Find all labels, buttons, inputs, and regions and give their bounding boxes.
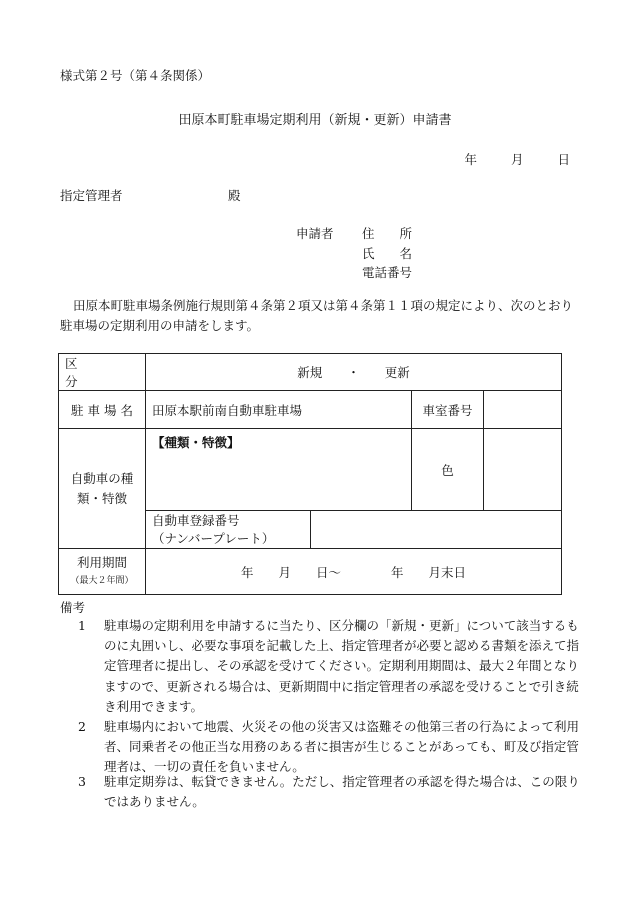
note-item [60,616,580,717]
period-sublabel: （最大２年間） [70,575,134,586]
note-item [60,772,580,812]
reg-label [146,511,311,549]
date-month: 月 [511,152,524,167]
intro-paragraph: 田原本町駐車場条例施行規則第４条第２項又は第４条第１１項の規定により、次のとおり駐車場の定期利用の申請をします。 [60,298,574,333]
honorific: 殿 [228,188,241,203]
applicant-name-label: 氏 名 [362,246,413,261]
page-title: 田原本町駐車場定期利用（新規・更新）申請書 [178,113,452,128]
note-text: 駐車定期券は、転貸できません。ただし、指定管理者の承認を得た場合は、この限りではありません。 [104,774,580,810]
note-item [60,717,580,778]
lot-value: 田原本駅前南自動車駐車場 [146,391,412,429]
reg-label-line1: 自動車登録番号 [152,512,240,528]
note-number: 3 [78,774,86,789]
note-number: 2 [78,719,86,734]
note-text: 駐車場内において地震、火災その他の災害又は盗難その他第三者の行為によって利用者、同乗者その他正当な用務のある者に損害が生じることがあっても、町及び指定管理者は、一切の責任を負いません。 [104,719,580,775]
note-number: 1 [78,618,86,633]
color-field[interactable] [484,429,562,511]
date-day: 日 [557,152,570,167]
period-label-cell [59,549,146,595]
form-number: 様式第２号（第４条関係） [60,68,211,83]
reg-label-line2: （ナンバープレート） [152,530,275,546]
applicant-address-label: 住 所 [362,226,413,241]
vehicle-label: 自動車の種類・特徴 [59,429,146,549]
applicant-phone-label: 電話番号 [362,265,413,280]
notes-heading: 備考 [60,600,86,615]
date-line [465,150,570,168]
note-text: 駐車場の定期利用を申請するに当たり、区分欄の「新規・更新」について該当するものに丸囲いし、必要な事項を記載した上、指定管理者が必要と認める書類を添えて指定管理者に提出し、その承認を受けてください。定期利用期間は、最大２年間となりますので、更新される場合は、更新期間中に指定管理者の承認を受けることで引き続き利用できます。 [104,618,580,714]
applicant-label: 申請者 [296,226,334,241]
room-label: 車室番号 [412,391,484,429]
date-year: 年 [464,152,478,167]
period-value[interactable]: 年 月 日～ 年 月末日 [146,549,562,595]
room-field[interactable] [484,391,562,429]
period-label: 利用期間 [76,554,127,570]
category-value[interactable]: 新規 ・ 更新 [146,354,562,391]
addressee: 指定管理者 [60,188,123,203]
application-table [58,353,562,595]
type-field[interactable]: 【種類・特徴】 [146,429,412,511]
color-label: 色 [412,429,484,511]
category-label: 区 分 [59,354,146,391]
reg-field[interactable] [311,511,562,549]
lot-label: 駐 車 場 名 [59,391,146,429]
